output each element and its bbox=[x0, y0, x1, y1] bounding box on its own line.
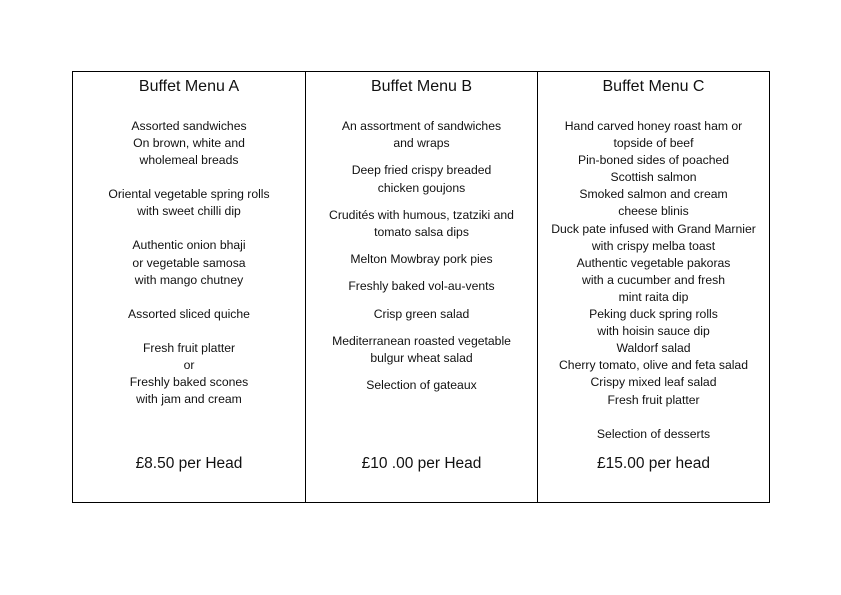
menu-item-line: Crisp green salad bbox=[373, 306, 470, 321]
menu-item-line: Authentic onion bhaji bbox=[132, 238, 246, 253]
menu-item-line: Mediterranean roasted vegetable bbox=[332, 333, 511, 348]
menu-item-line: Selection of gateaux bbox=[366, 378, 477, 393]
menu-item-line: An assortment of sandwiches bbox=[341, 119, 502, 133]
menu-item-line: Selection of desserts bbox=[596, 426, 711, 441]
menu-item-line: Crudités with humous, tzatziki and bbox=[329, 207, 514, 222]
menu-item-line: Cherry tomato, olive and feta salad bbox=[558, 358, 748, 373]
menu-item-line: Crispy mixed leaf salad bbox=[590, 375, 717, 390]
menu-price: £15.00 per head bbox=[597, 455, 710, 472]
menu-column-b bbox=[306, 72, 538, 502]
menu-item-line: Assorted sliced quiche bbox=[128, 306, 250, 321]
menu-item-line: Waldorf salad bbox=[616, 341, 691, 356]
menu-item-line: mint raita dip bbox=[618, 289, 689, 304]
menu-item-line: wholemeal breads bbox=[139, 153, 239, 168]
buffet-menu-table bbox=[72, 71, 770, 503]
menu-items bbox=[306, 118, 537, 394]
menu-item-line: tomato salsa dips bbox=[374, 225, 469, 240]
menu-item-line: Scottish salmon bbox=[610, 170, 697, 185]
menu-item-line: with sweet chilli dip bbox=[137, 204, 241, 219]
menu-title: Buffet Menu C bbox=[602, 78, 705, 95]
menu-items bbox=[73, 118, 305, 408]
menu-item-line: Fresh fruit platter bbox=[142, 340, 236, 355]
menu-column-c bbox=[538, 72, 769, 502]
menu-item-line: or vegetable samosa bbox=[132, 255, 246, 270]
menu-item-line: Assorted sandwiches bbox=[131, 119, 247, 133]
menu-item-line: and wraps bbox=[393, 136, 450, 151]
menu-item-line: Authentic vegetable pakoras bbox=[576, 255, 731, 270]
menu-item-line: bulgur wheat salad bbox=[370, 351, 473, 366]
menu-item-line: Hand carved honey roast ham or bbox=[564, 119, 743, 133]
menu-item-line: Fresh fruit platter bbox=[607, 392, 700, 407]
menu-column-a bbox=[73, 72, 306, 502]
menu-price: £8.50 per Head bbox=[135, 455, 243, 472]
menu-item-line: Freshly baked vol-au-vents bbox=[348, 279, 495, 294]
menu-item-line: Freshly baked scones bbox=[129, 375, 249, 390]
menu-item-line: or bbox=[183, 357, 195, 372]
menu-item-line: with jam and cream bbox=[136, 392, 242, 407]
menu-item-line: Smoked salmon and cream bbox=[579, 187, 728, 202]
menu-item-line: chicken goujons bbox=[377, 180, 466, 195]
menu-item-line: Peking duck spring rolls bbox=[589, 307, 718, 322]
menu-item-line: with hoisin sauce dip bbox=[597, 324, 710, 339]
menu-item-line: Deep fried crispy breaded bbox=[351, 163, 492, 178]
menu-item-line: On brown, white and bbox=[133, 136, 245, 151]
menu-item-line: Pin-boned sides of poached bbox=[577, 153, 730, 168]
menu-item-line: Duck pate infused with Grand Marnier bbox=[551, 221, 756, 236]
menu-item-line: with crispy melba toast bbox=[591, 238, 716, 253]
menu-item-line: with a cucumber and fresh bbox=[582, 272, 725, 287]
menu-item-line: Melton Mowbray pork pies bbox=[350, 252, 493, 267]
menu-items bbox=[538, 118, 769, 443]
menu-price: £10 .00 per Head bbox=[361, 455, 482, 472]
menu-title: Buffet Menu B bbox=[370, 78, 473, 95]
menu-item-line: with mango chutney bbox=[134, 272, 244, 287]
menu-item-line: cheese blinis bbox=[618, 204, 689, 219]
menu-title: Buffet Menu A bbox=[138, 78, 240, 95]
menu-item-line: Oriental vegetable spring rolls bbox=[108, 187, 270, 202]
menu-item-line: topside of beef bbox=[613, 136, 694, 151]
